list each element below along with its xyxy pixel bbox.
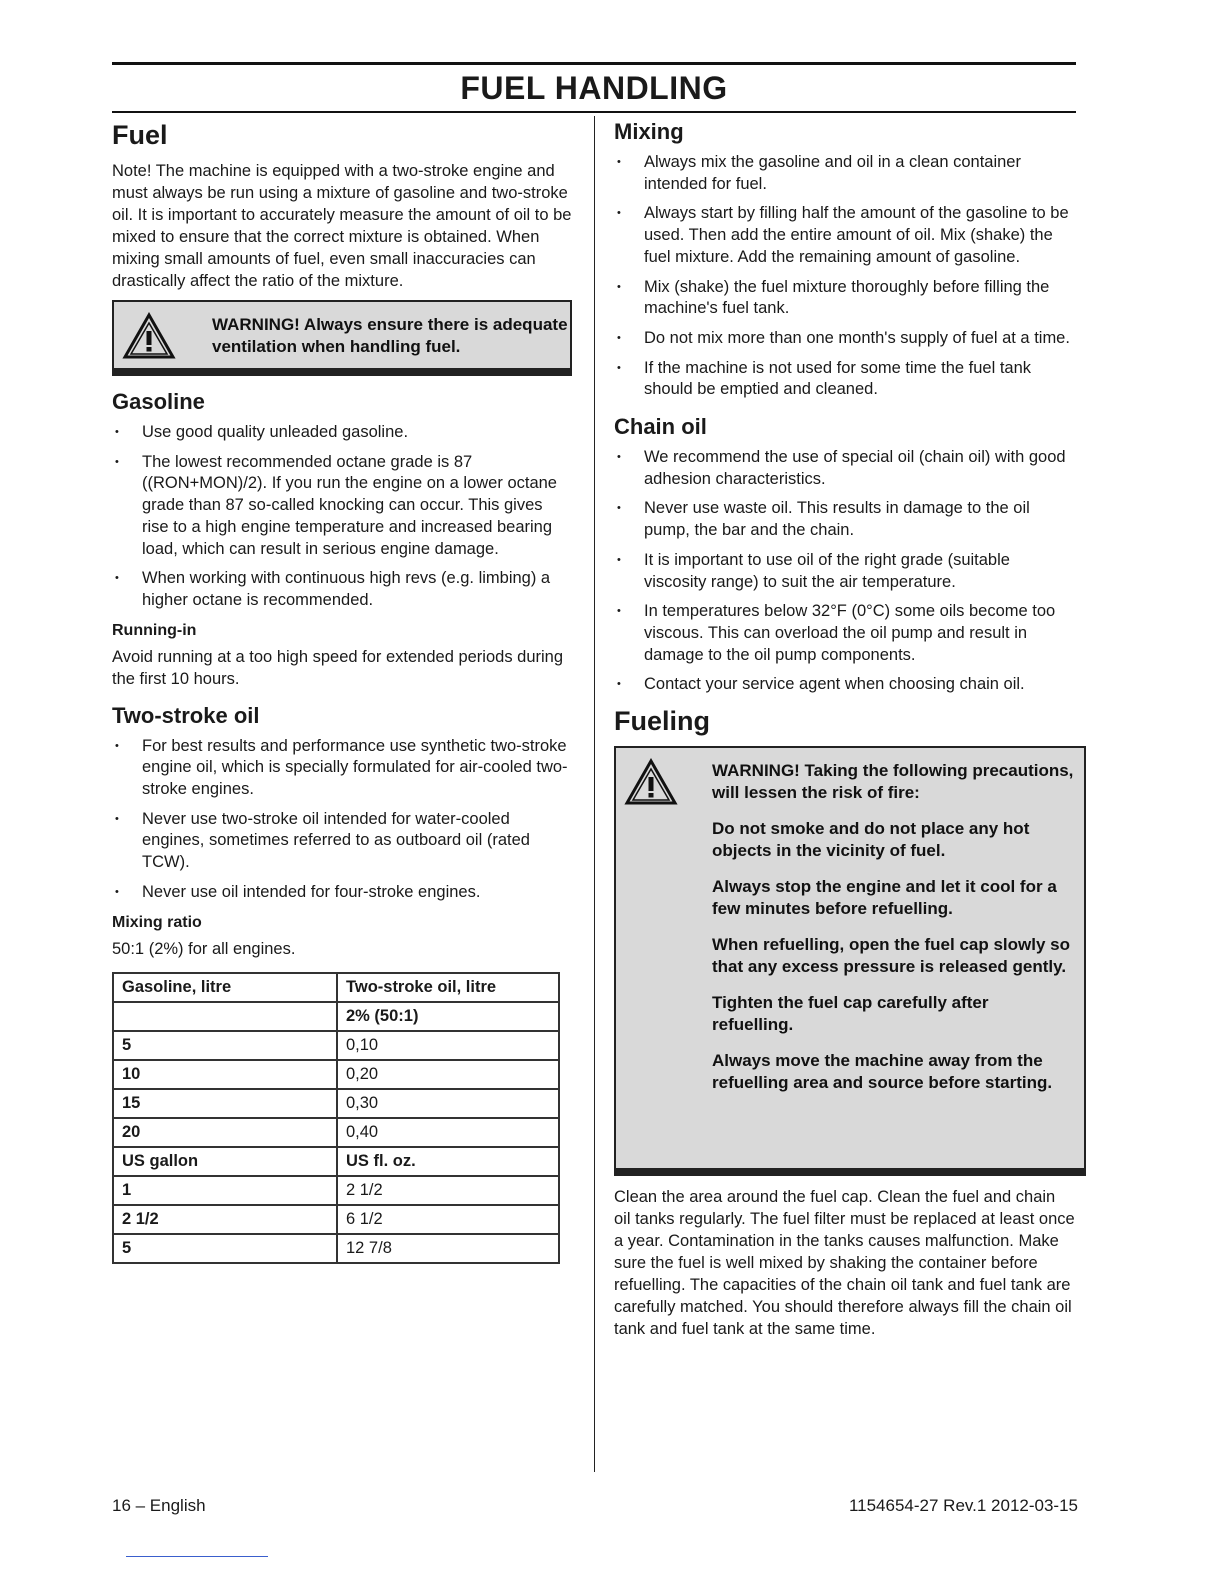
table-cell: 20 bbox=[113, 1118, 337, 1147]
table-cell: 5 bbox=[113, 1031, 337, 1060]
table-cell: 0,30 bbox=[337, 1089, 559, 1118]
warning-triangle-icon bbox=[624, 758, 678, 806]
table-header-cell: Gasoline, litre bbox=[113, 973, 337, 1002]
fueling-paragraph: Clean the area around the fuel cap. Clean the fuel and chain oil tanks regularly. The fuel filter must be replaced at least once a year. Contamination in the tanks causes malfunction. Make sure the fuel is well mixed by shaking the container before refuelling. The capacities of the chain oil tank and fuel tank are carefully matched. You should therefore always fill the chain oil tank and fuel tank at the same time. bbox=[614, 1188, 1075, 1339]
gasoline-heading: Gasoline bbox=[112, 389, 205, 414]
fire-warning-text bbox=[712, 760, 1074, 1108]
mixing-table bbox=[112, 972, 560, 1264]
table-cell: 0,20 bbox=[337, 1060, 559, 1089]
two-stroke-oil-heading: Two-stroke oil bbox=[112, 702, 260, 728]
table-header-row bbox=[113, 973, 559, 1002]
page-title: FUEL HANDLING bbox=[460, 70, 728, 106]
column-divider bbox=[594, 116, 595, 1472]
mixing-list bbox=[614, 152, 1076, 401]
list-item: • We recommend the use of special oil (chain oil) with good adhesion characteristics. bbox=[614, 447, 1076, 490]
running-in-paragraph: Avoid running at a too high speed for extended periods during the first 10 hours. bbox=[112, 647, 564, 688]
list-item: • For best results and performance use synthetic two-stroke engine oil, which is specially formulated for air-cooled two-stroke engines. bbox=[112, 736, 572, 801]
table-row bbox=[113, 1060, 559, 1089]
fueling-heading: Fueling bbox=[614, 706, 710, 737]
two-stroke-oil-list bbox=[112, 736, 572, 904]
chain-oil-list bbox=[614, 447, 1076, 696]
table-cell bbox=[113, 1002, 337, 1031]
fuel-heading: Fuel bbox=[112, 120, 168, 150]
left-column bbox=[112, 118, 572, 1264]
warning-line: When refuelling, open the fuel cap slowly so that any excess pressure is released gently. bbox=[712, 935, 1070, 977]
table-row bbox=[113, 1002, 559, 1031]
table-cell: 2 1/2 bbox=[113, 1205, 337, 1234]
table-row bbox=[113, 1234, 559, 1263]
mixing-ratio-paragraph: 50:1 (2%) for all engines. bbox=[112, 939, 296, 958]
list-item: • When working with continuous high revs (e.g. limbing) a higher octane is recommended. bbox=[112, 568, 572, 611]
table-cell: US fl. oz. bbox=[337, 1147, 559, 1176]
list-item: • It is important to use oil of the right grade (suitable viscosity range) to suit the air temperature. bbox=[614, 550, 1076, 593]
mixing-ratio-heading: Mixing ratio bbox=[112, 913, 202, 931]
table-cell: 2% (50:1) bbox=[337, 1002, 559, 1031]
table-row bbox=[113, 1118, 559, 1147]
table-row bbox=[113, 1176, 559, 1205]
table-cell: 2 1/2 bbox=[337, 1176, 559, 1205]
ventilation-warning-box bbox=[112, 300, 572, 376]
table-cell: 15 bbox=[113, 1089, 337, 1118]
table-cell: 1 bbox=[113, 1176, 337, 1205]
list-item: • Mix (shake) the fuel mixture thoroughly before filling the machine's fuel tank. bbox=[614, 277, 1076, 320]
header-rule-top bbox=[112, 62, 1076, 65]
right-column bbox=[614, 118, 1076, 1348]
ventilation-warning-text: WARNING! Always ensure there is adequate ventilation when handling fuel. bbox=[212, 315, 568, 356]
table-row bbox=[113, 1147, 559, 1176]
warning-line: Always move the machine away from the refuelling area and source before starting. bbox=[712, 1051, 1053, 1093]
table-row bbox=[113, 1205, 559, 1234]
list-item: • If the machine is not used for some time the fuel tank should be emptied and cleaned. bbox=[614, 358, 1076, 401]
table-row bbox=[113, 1031, 559, 1060]
list-item: • The lowest recommended octane grade is 87 ((RON+MON)/2). If you run the engine on a lower octane grade than 87 so-called knocking can occur. This gives rise to a high engine temperature and increased bearing load, which can result in serious engine damage. bbox=[112, 452, 572, 561]
table-cell: US gallon bbox=[113, 1147, 337, 1176]
list-item: • Never use two-stroke oil intended for water-cooled engines, sometimes referred to as outboard oil (rated TCW). bbox=[112, 809, 572, 874]
table-cell: 5 bbox=[113, 1234, 337, 1263]
warning-line: Always stop the engine and let it cool for a few minutes before refuelling. bbox=[712, 877, 1057, 919]
gasoline-list bbox=[112, 422, 572, 612]
list-item: • Never use waste oil. This results in damage to the oil pump, the bar and the chain. bbox=[614, 498, 1076, 541]
warning-line: Do not smoke and do not place any hot objects in the vicinity of fuel. bbox=[712, 819, 1030, 861]
list-item: • Always start by filling half the amount of the gasoline to be used. Then add the entire amount of oil. Mix (shake) the fuel mixture. Add the remaining amount of gasoline. bbox=[614, 203, 1076, 268]
list-item: • Never use oil intended for four-stroke engines. bbox=[112, 882, 572, 904]
table-header-cell: Two-stroke oil, litre bbox=[337, 973, 559, 1002]
bottom-underline bbox=[126, 1556, 268, 1557]
chain-oil-heading: Chain oil bbox=[614, 414, 707, 440]
document-reference: 1154654-27 Rev.1 2012-03-15 bbox=[848, 1496, 1078, 1515]
table-cell: 10 bbox=[113, 1060, 337, 1089]
running-in-heading: Running-in bbox=[112, 621, 197, 639]
table-cell: 12 7/8 bbox=[337, 1234, 559, 1263]
list-item: • In temperatures below 32°F (0°C) some oils become too viscous. This can overload the oil pump and result in damage to the oil pump components. bbox=[614, 601, 1076, 666]
list-item: • Use good quality unleaded gasoline. bbox=[112, 422, 572, 444]
fuel-paragraph: Note! The machine is equipped with a two-stroke engine and must always be run using a mixture of gasoline and two-stroke oil. It is important to accurately measure the amount of oil to be mixed to ensure that the correct mixture is obtained. When mixing small amounts of fuel, even small inaccuracies can drastically affect the ratio of the mixture. bbox=[112, 162, 572, 290]
list-item: • Contact your service agent when choosing chain oil. bbox=[614, 674, 1076, 696]
table-row bbox=[113, 1089, 559, 1118]
warning-triangle-icon bbox=[122, 312, 176, 360]
page-number: 16 – English bbox=[112, 1496, 206, 1515]
header-rule-bottom bbox=[112, 111, 1076, 113]
list-item: • Do not mix more than one month's supply of fuel at a time. bbox=[614, 328, 1076, 350]
table-cell: 6 1/2 bbox=[337, 1205, 559, 1234]
warning-line: Tighten the fuel cap carefully after refuelling. bbox=[712, 993, 989, 1035]
mixing-heading: Mixing bbox=[614, 119, 684, 144]
fire-warning-box bbox=[614, 746, 1086, 1176]
warning-line: WARNING! Taking the following precautions, will lessen the risk of fire: bbox=[712, 761, 1074, 803]
list-item: • Always mix the gasoline and oil in a clean container intended for fuel. bbox=[614, 152, 1076, 195]
table-cell: 0,40 bbox=[337, 1118, 559, 1147]
table-cell: 0,10 bbox=[337, 1031, 559, 1060]
